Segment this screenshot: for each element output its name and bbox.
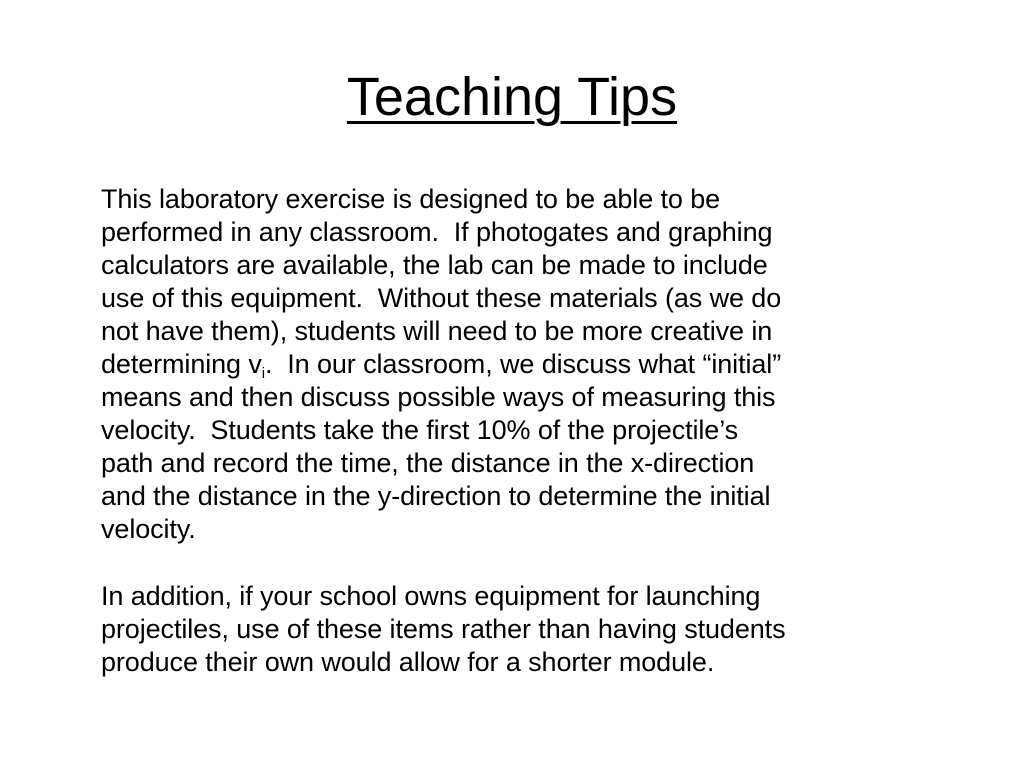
slide-title: Teaching Tips: [346, 67, 678, 127]
text-line: produce their own would allow for a shorter module.: [101, 647, 715, 677]
text-segment: determining v: [101, 349, 262, 379]
velocity-subscript: i: [261, 365, 266, 382]
text-line: means and then discuss possible ways of measuring this: [101, 382, 776, 412]
text-line: and the distance in the y-direction to determine the initial: [101, 481, 771, 511]
text-line: calculators are available, the lab can be made to include: [101, 250, 768, 280]
text-line: not have them), students will need to be more creative in: [101, 316, 773, 346]
text-line: velocity. Students take the first 10% of the projectile’s: [101, 415, 739, 445]
text-line: performed in any classroom. If photogates and graphing: [101, 217, 773, 247]
text-line: path and record the time, the distance in the x-direction: [101, 448, 755, 478]
text-line: velocity.: [101, 514, 196, 544]
text-segment: . In our classroom, we discuss what “initial”: [265, 349, 782, 379]
text-line: projectiles, use of these items rather than having students: [101, 614, 786, 644]
paragraph-addition: [101, 580, 981, 679]
text-line: This laboratory exercise is designed to be able to be: [101, 184, 721, 214]
text-line-with-subscript: [101, 348, 981, 381]
text-line: In addition, if your school owns equipment for launching: [101, 581, 761, 611]
paragraph-intro: [101, 183, 981, 546]
slide-body: [101, 183, 981, 679]
text-line: use of this equipment. Without these materials (as we do: [101, 283, 782, 313]
